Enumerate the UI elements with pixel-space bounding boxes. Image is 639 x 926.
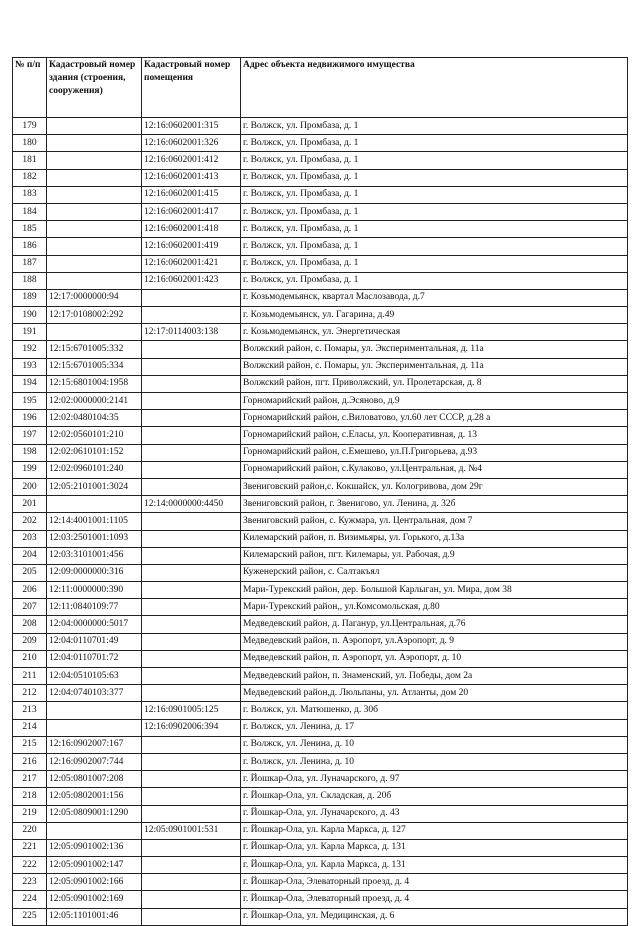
building-cadastral-cell: 12:05:0901002:147 xyxy=(47,857,142,874)
table-row xyxy=(13,186,628,203)
table-row xyxy=(13,564,628,581)
premises-cadastral-cell: 12:16:0602001:419 xyxy=(142,238,241,255)
premises-cadastral-cell xyxy=(142,633,241,650)
table-row xyxy=(13,822,628,839)
premises-cadastral-cell xyxy=(142,410,241,427)
premises-cadastral-cell xyxy=(142,908,241,925)
building-cadastral-cell xyxy=(47,238,142,255)
row-number: 217 xyxy=(13,771,47,788)
building-cadastral-cell: 12:17:0000000:94 xyxy=(47,289,142,306)
address-cell: г. Волжск, ул. Матюшенко, д. 30б xyxy=(241,702,628,719)
table-header-row xyxy=(13,58,628,118)
address-cell: г. Йошкар-Ола, ул. Луначарского, д. 43 xyxy=(241,805,628,822)
building-cadastral-cell xyxy=(47,118,142,135)
premises-cadastral-cell: 12:16:0901005:125 xyxy=(142,702,241,719)
table-row xyxy=(13,857,628,874)
row-number: 204 xyxy=(13,547,47,564)
table-row xyxy=(13,633,628,650)
row-number: 198 xyxy=(13,444,47,461)
building-cadastral-cell xyxy=(47,152,142,169)
premises-cadastral-cell xyxy=(142,771,241,788)
table-row xyxy=(13,771,628,788)
premises-cadastral-cell xyxy=(142,513,241,530)
header-premises-cadastral: Кадастровый номер помещения xyxy=(142,58,241,118)
row-number: 185 xyxy=(13,221,47,238)
table-row xyxy=(13,341,628,358)
table-row xyxy=(13,753,628,770)
premises-cadastral-cell xyxy=(142,427,241,444)
table-row xyxy=(13,839,628,856)
address-cell: г. Козьмодемьянск, ул. Энергетическая xyxy=(241,324,628,341)
row-number: 212 xyxy=(13,685,47,702)
address-cell: г. Йошкар-Ола, ул. Карла Маркса, д. 131 xyxy=(241,857,628,874)
building-cadastral-cell: 12:16:0902007:744 xyxy=(47,753,142,770)
row-number: 182 xyxy=(13,169,47,186)
premises-cadastral-cell: 12:16:0902006:394 xyxy=(142,719,241,736)
table-row xyxy=(13,427,628,444)
premises-cadastral-cell: 12:16:0602001:326 xyxy=(142,135,241,152)
premises-cadastral-cell xyxy=(142,341,241,358)
address-cell: г. Йошкар-Ола, ул. Карла Маркса, д. 131 xyxy=(241,839,628,856)
table-row xyxy=(13,444,628,461)
row-number: 215 xyxy=(13,736,47,753)
premises-cadastral-cell xyxy=(142,650,241,667)
address-cell: г. Волжск, ул. Промбаза, д. 1 xyxy=(241,221,628,238)
address-cell: г. Волжск, ул. Промбаза, д. 1 xyxy=(241,238,628,255)
premises-cadastral-cell xyxy=(142,788,241,805)
table-row xyxy=(13,805,628,822)
address-cell: г. Волжск, ул. Промбаза, д. 1 xyxy=(241,186,628,203)
building-cadastral-cell: 12:03:3101001:456 xyxy=(47,547,142,564)
row-number: 199 xyxy=(13,461,47,478)
row-number: 188 xyxy=(13,272,47,289)
header-address: Адрес объекта недвижимого имущества xyxy=(241,58,628,118)
address-cell: Волжский район, пгт. Приволжский, ул. Пролетарская, д. 8 xyxy=(241,375,628,392)
table-body xyxy=(13,118,628,926)
row-number: 201 xyxy=(13,496,47,513)
table-row xyxy=(13,874,628,891)
address-cell: Горномарийский район, д.Эсяново, д.9 xyxy=(241,393,628,410)
premises-cadastral-cell xyxy=(142,857,241,874)
address-cell: Мари-Турекский район,, ул.Комсомольская, д.80 xyxy=(241,599,628,616)
building-cadastral-cell: 12:05:0901002:166 xyxy=(47,874,142,891)
building-cadastral-cell: 12:05:0809001:1290 xyxy=(47,805,142,822)
premises-cadastral-cell: 12:16:0602001:418 xyxy=(142,221,241,238)
building-cadastral-cell: 12:04:0110701:72 xyxy=(47,650,142,667)
row-number: 192 xyxy=(13,341,47,358)
table-row xyxy=(13,616,628,633)
document-page xyxy=(12,57,627,926)
building-cadastral-cell: 12:15:6701005:332 xyxy=(47,341,142,358)
premises-cadastral-cell: 12:16:0602001:415 xyxy=(142,186,241,203)
address-cell: Куженерский район, с. Салтакъял xyxy=(241,564,628,581)
address-cell: г. Волжск, ул. Промбаза, д. 1 xyxy=(241,118,628,135)
building-cadastral-cell xyxy=(47,496,142,513)
premises-cadastral-cell xyxy=(142,839,241,856)
row-number: 193 xyxy=(13,358,47,375)
premises-cadastral-cell: 12:16:0602001:417 xyxy=(142,203,241,220)
table-row xyxy=(13,203,628,220)
table-row xyxy=(13,788,628,805)
address-cell: Мари-Турекский район, дер. Большой Карлыган, ул. Мира, дом 38 xyxy=(241,582,628,599)
row-number: 218 xyxy=(13,788,47,805)
table-row xyxy=(13,324,628,341)
address-cell: г. Йошкар-Ола, ул. Медицинская, д. 6 xyxy=(241,908,628,925)
address-cell: г. Йошкар-Ола, Элеваторный проезд, д. 4 xyxy=(241,874,628,891)
premises-cadastral-cell xyxy=(142,891,241,908)
address-cell: Медведевский район, п. Знаменский, ул. Победы, дом 2а xyxy=(241,668,628,685)
row-number: 221 xyxy=(13,839,47,856)
address-cell: г. Волжск, ул. Ленина, д. 17 xyxy=(241,719,628,736)
table-row xyxy=(13,152,628,169)
table-row xyxy=(13,169,628,186)
row-number: 214 xyxy=(13,719,47,736)
property-table xyxy=(12,57,628,926)
row-number: 179 xyxy=(13,118,47,135)
address-cell: г. Волжск, ул. Промбаза, д. 1 xyxy=(241,152,628,169)
row-number: 206 xyxy=(13,582,47,599)
row-number: 205 xyxy=(13,564,47,581)
row-number: 223 xyxy=(13,874,47,891)
table-row xyxy=(13,375,628,392)
row-number: 197 xyxy=(13,427,47,444)
table-row xyxy=(13,393,628,410)
building-cadastral-cell: 12:02:0000000:2141 xyxy=(47,393,142,410)
building-cadastral-cell: 12:16:0902007:167 xyxy=(47,736,142,753)
table-row xyxy=(13,478,628,495)
table-row xyxy=(13,307,628,324)
address-cell: Медведевский район, п. Аэропорт, ул.Аэропорт, д. 9 xyxy=(241,633,628,650)
row-number: 191 xyxy=(13,324,47,341)
building-cadastral-cell: 12:02:0960101:240 xyxy=(47,461,142,478)
row-number: 184 xyxy=(13,203,47,220)
address-cell: Горномарийский район, с.Кулаково, ул.Центральная, д. №4 xyxy=(241,461,628,478)
building-cadastral-cell: 12:02:0610101:152 xyxy=(47,444,142,461)
building-cadastral-cell: 12:05:0801007:208 xyxy=(47,771,142,788)
address-cell: г. Волжск, ул. Ленина, д. 10 xyxy=(241,736,628,753)
premises-cadastral-cell xyxy=(142,444,241,461)
table-row xyxy=(13,685,628,702)
premises-cadastral-cell: 12:16:0602001:315 xyxy=(142,118,241,135)
building-cadastral-cell: 12:03:2501001:1093 xyxy=(47,530,142,547)
row-number: 195 xyxy=(13,393,47,410)
building-cadastral-cell: 12:04:0000000:5017 xyxy=(47,616,142,633)
premises-cadastral-cell xyxy=(142,668,241,685)
table-row xyxy=(13,891,628,908)
building-cadastral-cell: 12:02:0560101:210 xyxy=(47,427,142,444)
address-cell: г. Волжск, ул. Промбаза, д. 1 xyxy=(241,169,628,186)
building-cadastral-cell: 12:11:0000000:390 xyxy=(47,582,142,599)
table-row xyxy=(13,238,628,255)
building-cadastral-cell: 12:14:4001001:1105 xyxy=(47,513,142,530)
address-cell: Звениговский район, с. Кужмара, ул. Центральная, дом 7 xyxy=(241,513,628,530)
address-cell: г. Волжск, ул. Промбаза, д. 1 xyxy=(241,135,628,152)
row-number: 203 xyxy=(13,530,47,547)
premises-cadastral-cell xyxy=(142,805,241,822)
address-cell: Медведевский район, д. Пагануp, ул.Центральная, д.76 xyxy=(241,616,628,633)
premises-cadastral-cell: 12:05:0901001:531 xyxy=(142,822,241,839)
table-row xyxy=(13,272,628,289)
building-cadastral-cell: 12:05:1101001:46 xyxy=(47,908,142,925)
row-number: 207 xyxy=(13,599,47,616)
address-cell: г. Йошкар-Ола, Элеваторный проезд, д. 4 xyxy=(241,891,628,908)
premises-cadastral-cell xyxy=(142,307,241,324)
building-cadastral-cell xyxy=(47,186,142,203)
table-row xyxy=(13,582,628,599)
row-number: 194 xyxy=(13,375,47,392)
building-cadastral-cell: 12:15:6801004:1958 xyxy=(47,375,142,392)
table-row xyxy=(13,221,628,238)
address-cell: Медведевский район, п. Аэропорт, ул. Аэропорт, д. 10 xyxy=(241,650,628,667)
premises-cadastral-cell: 12:14:0000000:4450 xyxy=(142,496,241,513)
table-row xyxy=(13,410,628,427)
table-row xyxy=(13,118,628,135)
row-number: 216 xyxy=(13,753,47,770)
building-cadastral-cell: 12:17:0108002:292 xyxy=(47,307,142,324)
row-number: 220 xyxy=(13,822,47,839)
premises-cadastral-cell xyxy=(142,478,241,495)
address-cell: Килемарский район, пгт. Килемары, ул. Рабочая, д.9 xyxy=(241,547,628,564)
row-number: 222 xyxy=(13,857,47,874)
table-row xyxy=(13,358,628,375)
row-number: 224 xyxy=(13,891,47,908)
row-number: 219 xyxy=(13,805,47,822)
row-number: 213 xyxy=(13,702,47,719)
address-cell: Горномарийский район, с.Емешево, ул.П.Григорьева, д.93 xyxy=(241,444,628,461)
address-cell: г. Йошкар-Ола, ул. Складская, д. 20б xyxy=(241,788,628,805)
building-cadastral-cell: 12:04:0110701:49 xyxy=(47,633,142,650)
row-number: 189 xyxy=(13,289,47,306)
building-cadastral-cell xyxy=(47,255,142,272)
row-number: 211 xyxy=(13,668,47,685)
header-number: № п/п xyxy=(13,58,47,118)
building-cadastral-cell xyxy=(47,822,142,839)
address-cell: Звениговский район, г. Звенигово, ул. Ленина, д. 32б xyxy=(241,496,628,513)
building-cadastral-cell: 12:05:2101001:3024 xyxy=(47,478,142,495)
table-row xyxy=(13,255,628,272)
row-number: 225 xyxy=(13,908,47,925)
table-row xyxy=(13,135,628,152)
building-cadastral-cell xyxy=(47,719,142,736)
premises-cadastral-cell: 12:16:0602001:421 xyxy=(142,255,241,272)
building-cadastral-cell xyxy=(47,221,142,238)
table-row xyxy=(13,719,628,736)
table-row xyxy=(13,650,628,667)
premises-cadastral-cell xyxy=(142,582,241,599)
address-cell: Медведевский район,д. Люльпаны, ул. Атланты, дом 20 xyxy=(241,685,628,702)
premises-cadastral-cell xyxy=(142,874,241,891)
premises-cadastral-cell: 12:16:0602001:423 xyxy=(142,272,241,289)
address-cell: г. Йошкар-Ола, ул. Карла Маркса, д. 127 xyxy=(241,822,628,839)
premises-cadastral-cell xyxy=(142,599,241,616)
table-row xyxy=(13,496,628,513)
table-row xyxy=(13,736,628,753)
premises-cadastral-cell xyxy=(142,461,241,478)
table-row xyxy=(13,547,628,564)
premises-cadastral-cell xyxy=(142,616,241,633)
premises-cadastral-cell xyxy=(142,393,241,410)
row-number: 200 xyxy=(13,478,47,495)
row-number: 190 xyxy=(13,307,47,324)
address-cell: Килемарский район, п. Визимьяры, ул. Горького, д.13а xyxy=(241,530,628,547)
address-cell: Горномарийский район, с.Еласы, ул. Кооперативная, д. 13 xyxy=(241,427,628,444)
building-cadastral-cell: 12:05:0901002:136 xyxy=(47,839,142,856)
building-cadastral-cell: 12:09:0000000:316 xyxy=(47,564,142,581)
row-number: 196 xyxy=(13,410,47,427)
table-row xyxy=(13,289,628,306)
premises-cadastral-cell xyxy=(142,564,241,581)
building-cadastral-cell: 12:04:0510105:63 xyxy=(47,668,142,685)
premises-cadastral-cell xyxy=(142,753,241,770)
building-cadastral-cell: 12:15:6701005:334 xyxy=(47,358,142,375)
table-row xyxy=(13,461,628,478)
building-cadastral-cell xyxy=(47,169,142,186)
premises-cadastral-cell: 12:16:0602001:412 xyxy=(142,152,241,169)
row-number: 186 xyxy=(13,238,47,255)
row-number: 187 xyxy=(13,255,47,272)
address-cell: г. Волжск, ул. Ленина, д. 10 xyxy=(241,753,628,770)
building-cadastral-cell: 12:05:0901002:169 xyxy=(47,891,142,908)
table-row xyxy=(13,702,628,719)
premises-cadastral-cell: 12:17:0114003:138 xyxy=(142,324,241,341)
premises-cadastral-cell xyxy=(142,289,241,306)
address-cell: Волжский район, с. Помары, ул. Экспериментальная, д. 11а xyxy=(241,358,628,375)
premises-cadastral-cell xyxy=(142,358,241,375)
row-number: 209 xyxy=(13,633,47,650)
row-number: 208 xyxy=(13,616,47,633)
building-cadastral-cell xyxy=(47,324,142,341)
address-cell: Горномарийский район, с.Виловатово, ул.60 лет СССР, д.28 а xyxy=(241,410,628,427)
premises-cadastral-cell: 12:16:0602001:413 xyxy=(142,169,241,186)
building-cadastral-cell: 12:05:0802001:156 xyxy=(47,788,142,805)
building-cadastral-cell: 12:04:0740103:377 xyxy=(47,685,142,702)
address-cell: г. Козьмодемьянск, квартал Маслозавода, д.7 xyxy=(241,289,628,306)
address-cell: г. Козьмодемьянск, ул. Гагарина, д.49 xyxy=(241,307,628,324)
address-cell: Волжский район, с. Помары, ул. Экспериментальная, д. 11а xyxy=(241,341,628,358)
building-cadastral-cell: 12:02:0480104:35 xyxy=(47,410,142,427)
building-cadastral-cell xyxy=(47,272,142,289)
address-cell: Звениговский район,с. Кокшайск, ул. Кологривова, дом 29г xyxy=(241,478,628,495)
address-cell: г. Волжск, ул. Промбаза, д. 1 xyxy=(241,203,628,220)
row-number: 181 xyxy=(13,152,47,169)
row-number: 180 xyxy=(13,135,47,152)
premises-cadastral-cell xyxy=(142,375,241,392)
row-number: 202 xyxy=(13,513,47,530)
table-row xyxy=(13,668,628,685)
premises-cadastral-cell xyxy=(142,547,241,564)
address-cell: г. Волжск, ул. Промбаза, д. 1 xyxy=(241,255,628,272)
table-row xyxy=(13,908,628,925)
premises-cadastral-cell xyxy=(142,736,241,753)
table-row xyxy=(13,513,628,530)
premises-cadastral-cell xyxy=(142,530,241,547)
row-number: 183 xyxy=(13,186,47,203)
address-cell: г. Волжск, ул. Промбаза, д. 1 xyxy=(241,272,628,289)
table-row xyxy=(13,530,628,547)
building-cadastral-cell xyxy=(47,135,142,152)
premises-cadastral-cell xyxy=(142,685,241,702)
header-building-cadastral: Кадастровый номер здания (строения, сооружения) xyxy=(47,58,142,118)
row-number: 210 xyxy=(13,650,47,667)
address-cell: г. Йошкар-Ола, ул. Луначарского, д. 97 xyxy=(241,771,628,788)
building-cadastral-cell xyxy=(47,702,142,719)
building-cadastral-cell xyxy=(47,203,142,220)
table-row xyxy=(13,599,628,616)
building-cadastral-cell: 12:11:0840109:77 xyxy=(47,599,142,616)
